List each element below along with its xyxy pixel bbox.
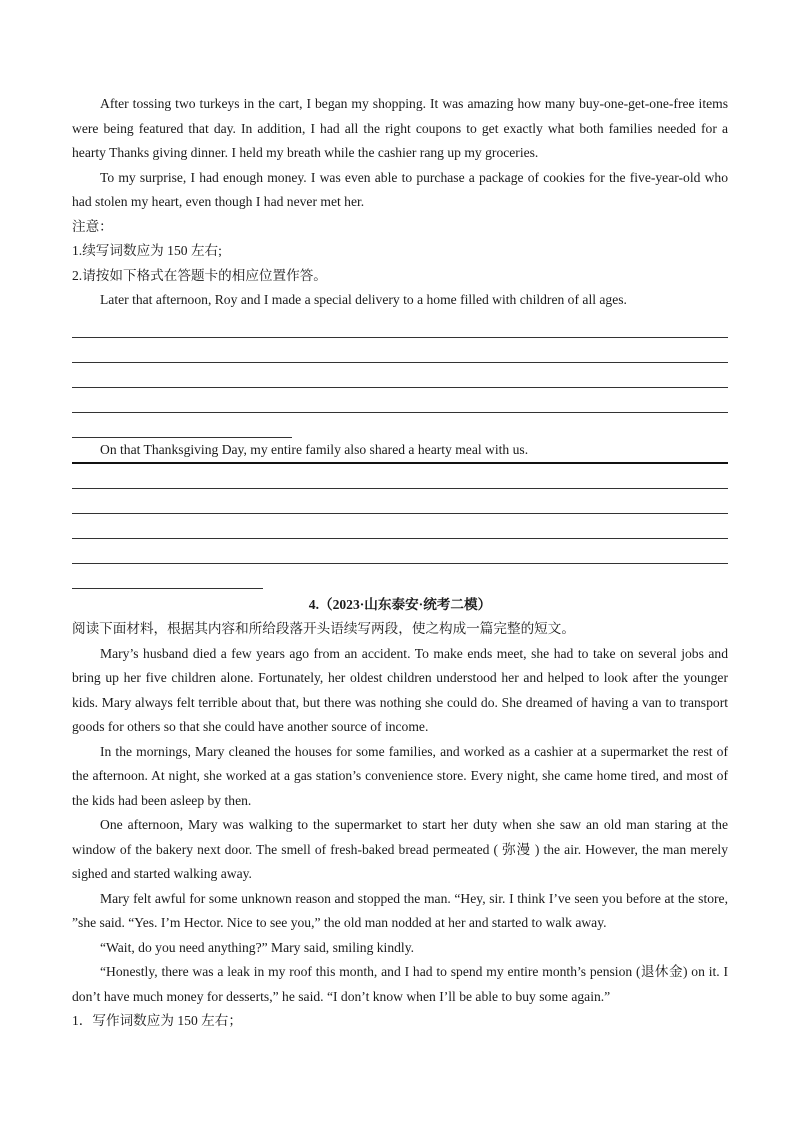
writing-line[interactable] <box>72 313 728 338</box>
note-item: 1．写作词数应为 150 左右； <box>72 1013 242 1028</box>
question-heading: 4.（2023·山东泰安·统考二模） <box>308 596 492 612</box>
writing-line[interactable] <box>72 338 728 363</box>
writing-line[interactable] <box>72 363 728 388</box>
story-paragraph: In the mornings, Mary cleaned the houses for some families, and worked as a cashier at a supermarket the rest of the afternoon. At night, she worked at a gas station’s convenience store. Every night, she came home tired, and most of the kids had been asleep by then. <box>72 743 728 808</box>
story-paragraph: Mary’s husband died a few years ago from an accident. To make ends meet, she had to take on several jobs and bring up her five children alone. Fortunately, her oldest children understood her and helped to look after the younger kids. Mary always felt terrible about that, but there was nothing she could do. She dreamed of having a van to transport goods for others so that she could have another source of income. <box>72 645 728 734</box>
notes-label: 注意： <box>72 218 113 234</box>
document-page <box>72 92 728 1034</box>
story-paragraph: To my surprise, I had enough money. I was even able to purchase a package of cookies for the five-year-old who had stolen my heart, even though I had never met her. <box>72 169 728 209</box>
writing-line[interactable] <box>72 564 263 589</box>
writing-line[interactable] <box>72 489 728 514</box>
story-paragraph: One afternoon, Mary was walking to the supermarket to start her duty when she saw an old man staring at the window of the bakery next door. The smell of fresh-baked bread permeated ( 弥漫 ) the air. However, the man merely sighed and started walking away. <box>72 817 728 881</box>
writing-line[interactable] <box>72 413 292 438</box>
story-paragraph: “Wait, do you need anything?” Mary said, smiling kindly. <box>100 939 415 955</box>
answer-lead-sentence: On that Thanksgiving Day, my entire family also shared a hearty meal with us. <box>72 438 728 464</box>
question-instruction: 阅读下面材料，根据其内容和所给段落开头语续写两段，使之构成一篇完整的短文。 <box>72 621 575 636</box>
answer-area-2[interactable] <box>72 464 728 589</box>
note-item: 2.请按如下格式在答题卡的相应位置作答。 <box>72 267 327 283</box>
note-item: 1.续写词数应为 150 左右; <box>72 243 222 258</box>
writing-line[interactable] <box>72 514 728 539</box>
writing-line[interactable] <box>72 388 728 413</box>
answer-lead-sentence: Later that afternoon, Roy and I made a special delivery to a home filled with children of all ages. <box>100 292 627 307</box>
writing-line[interactable] <box>72 464 728 489</box>
writing-line[interactable] <box>72 539 728 564</box>
story-paragraph: After tossing two turkeys in the cart, I began my shopping. It was amazing how many buy-one-get-one-free items were being featured that day. In addition, I had all the right coupons to get exactly what both families needed for a hearty Thanks giving dinner. I held my breath while the cashier rang up my groceries. <box>72 96 728 160</box>
story-paragraph: Mary felt awful for some unknown reason and stopped the man. “Hey, sir. I think I’ve seen you before at the store, ”she said. “Yes. I’m Hector. Nice to see you,” the old man nodded at her and started to walk away. <box>72 890 728 930</box>
story-paragraph: “Honestly, there was a leak in my roof this month, and I had to spend my entire month’s pension (退休金) on it. I don’t have much money for desserts,” he said. “I don’t know when I’ll be able to buy some again.” <box>72 964 728 1004</box>
answer-area-1[interactable] <box>72 313 728 438</box>
